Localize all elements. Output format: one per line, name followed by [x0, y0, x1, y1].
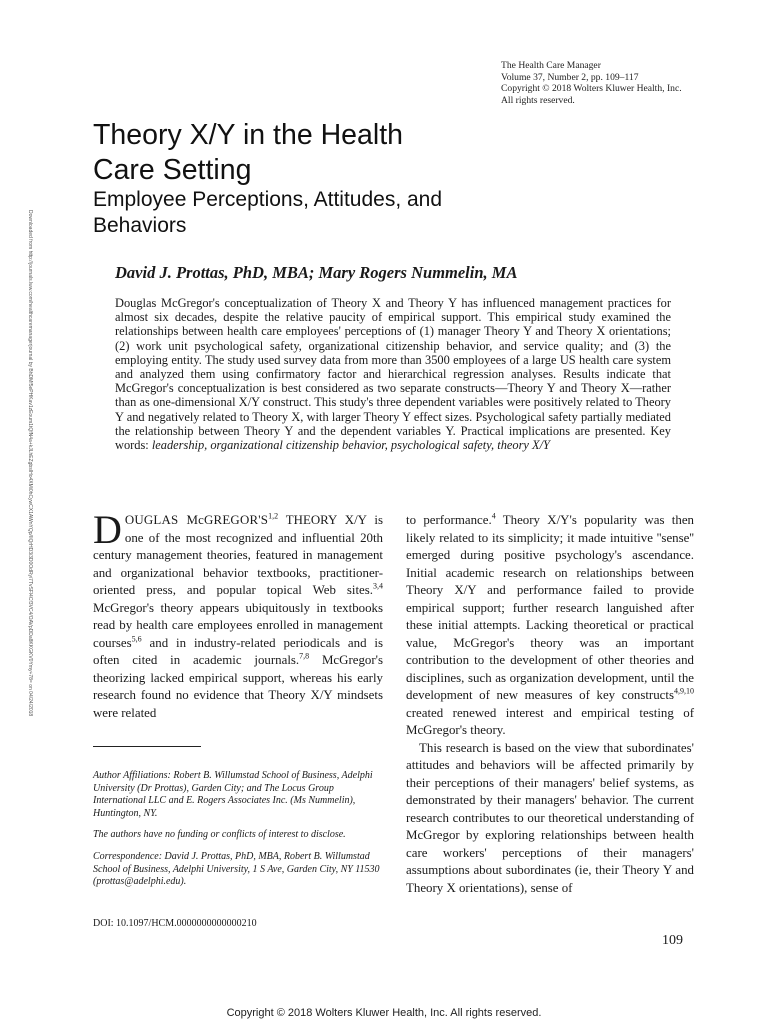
footnote-divider: [93, 746, 201, 747]
body-paragraph: This research is based on the view that subordinates' attitudes and behaviors will be affected primarily by their perceptions of their managers' belief systems, as demonstrated by their managers' behavior. The current research contributes to our theoretical understanding of McGregor by exploring relationships between health care workers' perceptions of their managers' assumptions about subordinates (ie, their Theory Y and Theory X orientations), sense of: [406, 740, 694, 895]
body-text: McGregor's theorizing lacked empirical support, whereas his early research found no evidence that Theory X/Y mindsets were related: [93, 653, 383, 720]
journal-copyright: Copyright © 2018 Wolters Kluwer Health, Inc.: [501, 83, 682, 95]
keywords: leadership, organizational citizenship behavior, psychological safety, theory X/Y: [151, 438, 550, 453]
abstract-text: Douglas McGregor's conceptualization of Theory X and Theory Y has influenced management practices for almost six decades, despite the relative paucity of empirical support. This empirical study examined the relationships between health care employees' perceptions of (1) manager Theory Y and Theory X orientations; (2) work unit psychological safety, organizational citizenship behavior, and service quality; and (3) the employing entity. The study used survey data from more than 3500 employees of a large US health care system and analyzed them using confirmatory factor and hierarchical regression analyses. Results indicate that McGregor's conceptualization is best considered as two separate constructs—Theory Y and Theory X—rather than as one-dimensional X/Y construct. This study's three dependent variables were positively related to Theory Y and negatively related to Theory X, with larger Theory Y effect sizes. Psychological safety partially mediated the relationship between Theory Y and the dependent variables Y. Practical implications are presented.: [115, 296, 671, 438]
page-number: 109: [662, 933, 683, 948]
download-watermark: [24, 210, 34, 802]
body-column-right: [406, 512, 694, 897]
doi: DOI: 10.1097/HCM.0000000000000210: [93, 918, 257, 929]
author-affiliations: Author Affiliations: Robert B. Willumstad School of Business, Adelphi University (Dr Prottas), Garden City; and The Locus Group International LLC and E. Rogers Associates Inc. (Ms Nummelin), Huntington, NY.: [93, 770, 373, 819]
citation: 4: [491, 511, 496, 521]
journal-name: The Health Care Manager: [501, 60, 601, 71]
body-text: and in industry-related periodicals and is often cited in academic journals.: [93, 635, 383, 667]
journal-rights: All rights reserved.: [501, 94, 575, 106]
lead-in-caps: OUGLAS McGREGOR'S: [124, 513, 269, 527]
citation: 7,8: [299, 651, 310, 661]
footer-copyright: Copyright © 2018 Wolters Kluwer Health, Inc. All rights reserved.: [226, 1007, 542, 1019]
keywords-label: Key words:: [115, 423, 671, 453]
citation: 5,6: [131, 634, 142, 644]
author-list: David J. Prottas, PhD, MBA; Mary Rogers Nummelin, MA: [115, 263, 518, 282]
author-notes: [93, 770, 383, 898]
article-title-line2: Care Setting: [93, 154, 252, 186]
funding-statement: The authors have no funding or conflicts of interest to disclose.: [93, 829, 346, 841]
body-text: created renewed interest and empirical testing of McGregor's theory.: [406, 705, 694, 737]
body-text: Theory X/Y's popularity was then likely related to its simplicity; it made intuitive ''sense'' emerged during positive psychology's ascendance. Initial academic research on relationships between Theory X/Y and performance failed to provide empirical support; further research languished after these initial attempts. Lacking theoretical or practical value, McGregor's theory was an important contribution to the development of other theories and disciplines, such as organization development, until the development of new measures of key constructs: [406, 513, 694, 702]
citation: 3,4: [373, 581, 383, 591]
article-subtitle: Employee Perceptions, Attitudes, and Behaviors: [93, 188, 443, 237]
citation: 1,2: [268, 511, 279, 521]
correspondence: Correspondence: David J. Prottas, PhD, MBA, Robert B. Willumstad School of Business, Adelphi University, 1 S Ave, Garden City, NY 11530 (prottas@adelphi.edu).: [93, 850, 380, 888]
journal-info: [501, 60, 682, 106]
body-column-left: [93, 507, 383, 722]
article-title-line1: Theory X/Y in the Health: [93, 119, 403, 151]
download-watermark-text: Downloaded from http://journals.lww.com/healthcaremanagerjournal by BhDMf5ePHKav1zEoum1tQfN4a+kJLhEZgbsIHo4XMi0hCywCX1AWnYQp/IlQrHD3i3D0OdRyi7TvSFl4Cf3VC4/OAVpDDa8KKGKV0Ymy+78= on 04/24/2018: [27, 210, 33, 717]
body-text: McGregor's theory appears ubiquitously in textbooks read by health care employees enrolled in management courses: [93, 600, 383, 650]
abstract: [115, 296, 671, 452]
drop-cap: D: [93, 507, 122, 552]
body-text: THEORY X/Y is one of the most recognized and influential 20th century management theories, featured in management and organizational behavior textbooks, practitioner-oriented press, and popular topical Web sites.: [93, 513, 383, 597]
citation: 4,9,10: [674, 686, 694, 696]
article-title: [93, 118, 403, 188]
body-text: to performance.: [406, 513, 492, 527]
journal-volume: Volume 37, Number 2, pp. 109–117: [501, 71, 639, 83]
